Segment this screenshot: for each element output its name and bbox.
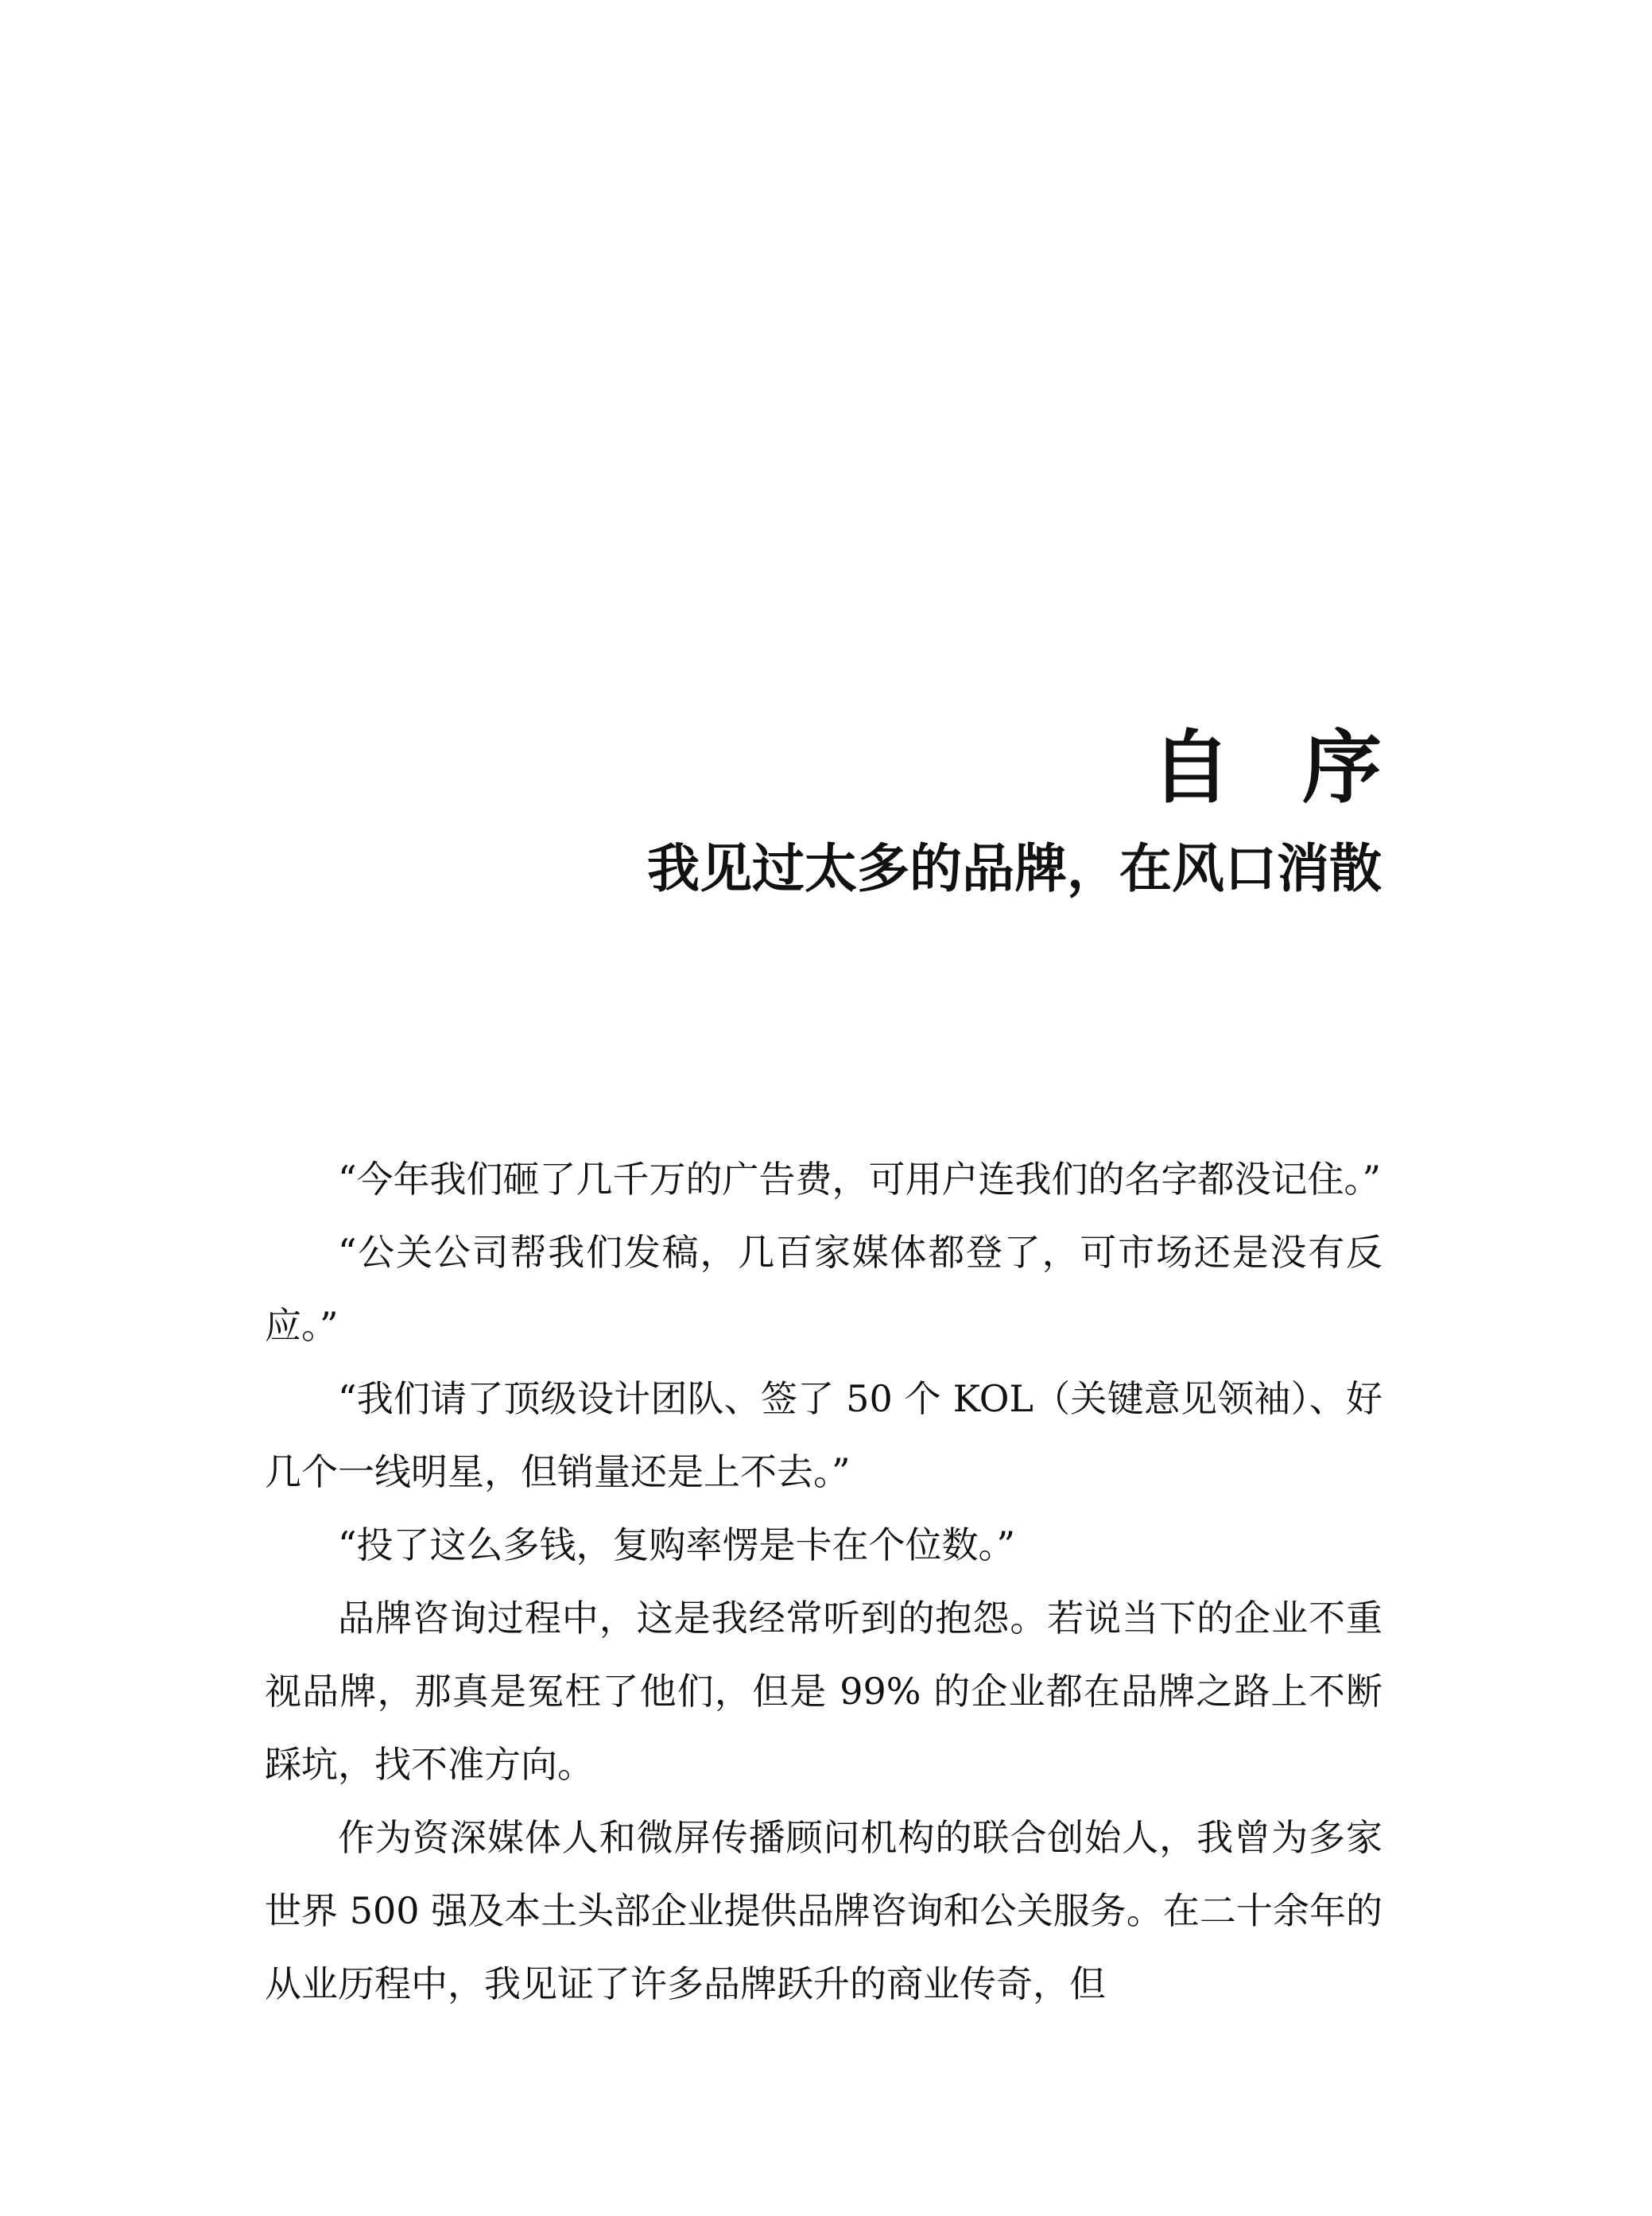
paragraph: 作为资深媒体人和微屏传播顾问机构的联合创始人，我曾为多家世界 500 强及本土头部企业提供品牌咨询和公关服务。在二十余年的从业历程中，我见证了许多品牌跃升的商业传奇，但 bbox=[265, 1816, 1382, 2005]
chapter-subtitle: 我见过太多的品牌，在风口消散 bbox=[647, 837, 1382, 899]
chapter-title: 自序 bbox=[1151, 720, 1453, 814]
body-text bbox=[265, 1143, 1382, 2020]
paragraph: “投了这么多钱，复购率愣是卡在个位数。” bbox=[338, 1523, 1016, 1566]
paragraph: “公关公司帮我们发稿，几百家媒体都登了，可市场还是没有反应。” bbox=[265, 1231, 1382, 1347]
paragraph: “我们请了顶级设计团队、签了 50 个 KOL（关键意见领袖）、好几个一线明星，但销量还是上不去。” bbox=[265, 1377, 1382, 1493]
paragraph: 品牌咨询过程中，这是我经常听到的抱怨。若说当下的企业不重视品牌，那真是冤枉了他们，但是 99% 的企业都在品牌之路上不断踩坑，找不准方向。 bbox=[265, 1597, 1382, 1786]
paragraph: “今年我们砸了几千万的广告费，可用户连我们的名字都没记住。” bbox=[338, 1158, 1382, 1201]
